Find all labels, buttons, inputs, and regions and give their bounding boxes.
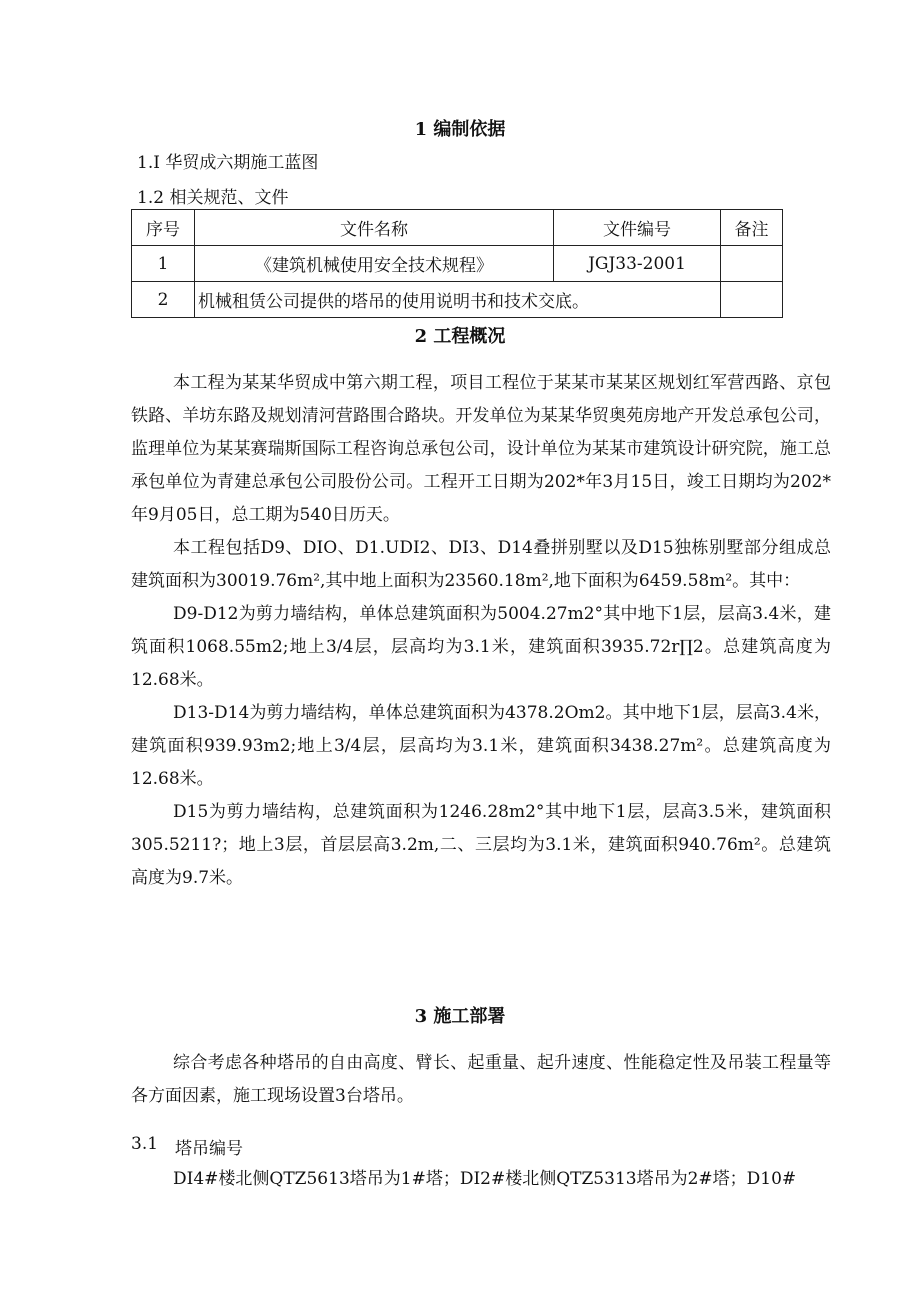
overview-paragraph: 本工程为某某华贸成中第六期工程，项目工程位于某某市某某区规划红军营西路、京包铁路、羊坊东路及规划清河营路围合路块。开发单位为某某华贸奥苑房地产开发总承包公司，监理单位为某某赛瑞斯国际工程咨询总承包公司，设计单位为某某市建筑设计研究院，施工总承包单位为青建总承包公司股份公司。工程开工日期为202*年3月15日，竣工日期均为202*年9月05日，总工期为540日历天。 (131, 373, 831, 525)
section-3-1-number: 3.1 (131, 1134, 159, 1154)
row-name: 机械租赁公司提供的塔吊的使用说明书和技术交底。 (195, 282, 721, 318)
section-1-title: 1 编制依据 (414, 119, 506, 140)
references-table (131, 209, 783, 318)
table-row (132, 282, 783, 318)
header-no: 序号 (132, 210, 195, 246)
row-no: 2 (132, 282, 195, 318)
tower-crane-paragraph: DI4#楼北侧QTZ5613塔吊为1#塔；DI2#楼北侧QTZ5313塔吊为2#塔；D10# (173, 1169, 797, 1189)
section-3-title: 3 施工部署 (414, 1006, 506, 1027)
deployment-paragraph: 综合考虑各种塔吊的自由高度、臂长、起重量、起升速度、性能稳定性及吊装工程量等各方面因素，施工现场设置3台塔吊。 (131, 1053, 831, 1106)
overview-paragraph: D9-D12为剪力墙结构，单体总建筑面积为5004.27m2°其中地下1层，层高3.4米，建筑面积1068.55m2;地上3/4层，层高均为3.1米，建筑面积3935.72r∏2。总建筑高度为12.68米。 (131, 604, 831, 690)
row-name: 《建筑机械使用安全技术规程》 (195, 246, 554, 282)
header-name: 文件名称 (195, 210, 554, 246)
row-note (721, 246, 783, 282)
overview-paragraph: D15为剪力墙结构，总建筑面积为1246.28m2°其中地下1层，层高3.5米，建筑面积305.5211?；地上3层，首层层高3.2m,二、三层均为3.1米，建筑面积940.76m²。总建筑高度为9.7米。 (131, 802, 831, 888)
row-no: 1 (132, 246, 195, 282)
overview-body (131, 367, 831, 895)
section-3-1-title: 塔吊编号 (175, 1139, 243, 1159)
overview-paragraph: 本工程包括D9、DIO、D1.UDI2、DI3、D14叠拼别墅以及D15独栋别墅部分组成总建筑面积为30019.76m²,其中地上面积为23560.18m²,地下面积为6459.58m²。其中： (131, 538, 831, 591)
row-code: JGJ33-2001 (554, 246, 721, 282)
section-1-1-heading: 1.I 华贸成六期施工蓝图 (137, 153, 319, 173)
header-note: 备注 (721, 210, 783, 246)
deployment-body (131, 1047, 831, 1113)
table-row (132, 246, 783, 282)
section-2-title: 2 工程概况 (414, 326, 506, 347)
overview-paragraph: D13-D14为剪力墙结构，单体总建筑面积为4378.2Om2。其中地下1层，层高3.4米，建筑面积939.93m2;地上3/4层，层高均为3.1米，建筑面积3438.27m²。总建筑高度为12.68米。 (131, 703, 831, 789)
tower-crane-body (131, 1163, 831, 1196)
section-1-2-heading: 1.2 相关规范、文件 (137, 188, 289, 208)
header-code: 文件编号 (554, 210, 721, 246)
row-note (721, 282, 783, 318)
table-header-row (132, 210, 783, 246)
